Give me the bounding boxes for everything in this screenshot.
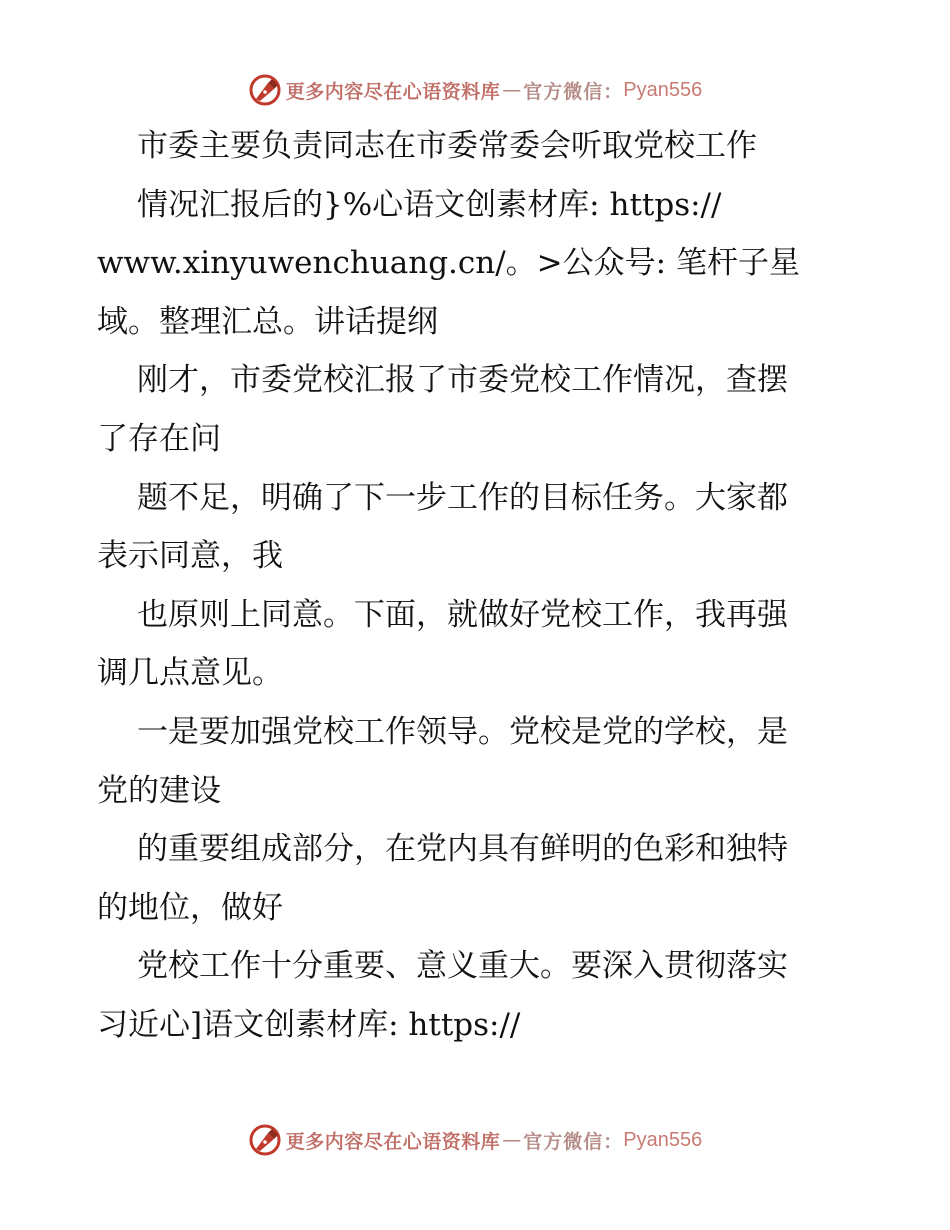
text-line: 表示同意，我: [97, 538, 283, 575]
text-line: 情况汇报后的}%心语文创素材库: https://: [137, 186, 722, 223]
text-line: 域。整理汇总。讲话提纲: [97, 303, 438, 340]
banner-wechat-id: Pyan556: [623, 1128, 703, 1151]
banner-title: 更多内容尽在心语资料库: [285, 1130, 501, 1153]
text-line: 刚才，市委党校汇报了市委党校工作情况，查摆: [137, 362, 788, 399]
banner-wechat-label: 官方微信：: [523, 80, 624, 103]
text-line: 市委主要负责同志在市委常委会听取党校工作: [137, 128, 757, 164]
banner-wechat-label: 官方微信：: [523, 1130, 624, 1153]
banner-wechat-id: Pyan556: [623, 78, 703, 101]
text-line: 一是要加强党校工作领导。党校是党的学校，是: [137, 713, 788, 750]
text-line: 党校工作十分重要、意义重大。要深入贯彻落实: [137, 948, 788, 985]
banner-title: 更多内容尽在心语资料库: [285, 80, 501, 103]
text-line: www.xinyuwenchuang.cn/。>公众号: 笔杆子星: [97, 245, 800, 282]
text-line: 的重要组成部分，在党内具有鲜明的色彩和独特: [137, 831, 788, 868]
text-line: 的地位，做好: [97, 889, 283, 926]
header-banner: [0, 70, 950, 110]
text-line: 题不足，明确了下一步工作的目标任务。大家都: [137, 479, 788, 516]
pen-nib-logo-icon: [248, 1123, 282, 1157]
text-line: 也原则上同意。下面，就做好党校工作，我再强: [137, 596, 788, 633]
banner-separator: —: [502, 1129, 522, 1151]
banner-separator: —: [502, 79, 522, 101]
text-line: 习近心]语文创素材库: https://: [97, 1006, 521, 1043]
text-line: 了存在问: [97, 420, 221, 457]
text-line: 调几点意见。: [97, 655, 283, 692]
document-body: [97, 117, 867, 1055]
pen-nib-logo-icon: [248, 73, 282, 107]
text-line: 党的建设: [97, 772, 221, 809]
footer-banner: [0, 1120, 950, 1160]
